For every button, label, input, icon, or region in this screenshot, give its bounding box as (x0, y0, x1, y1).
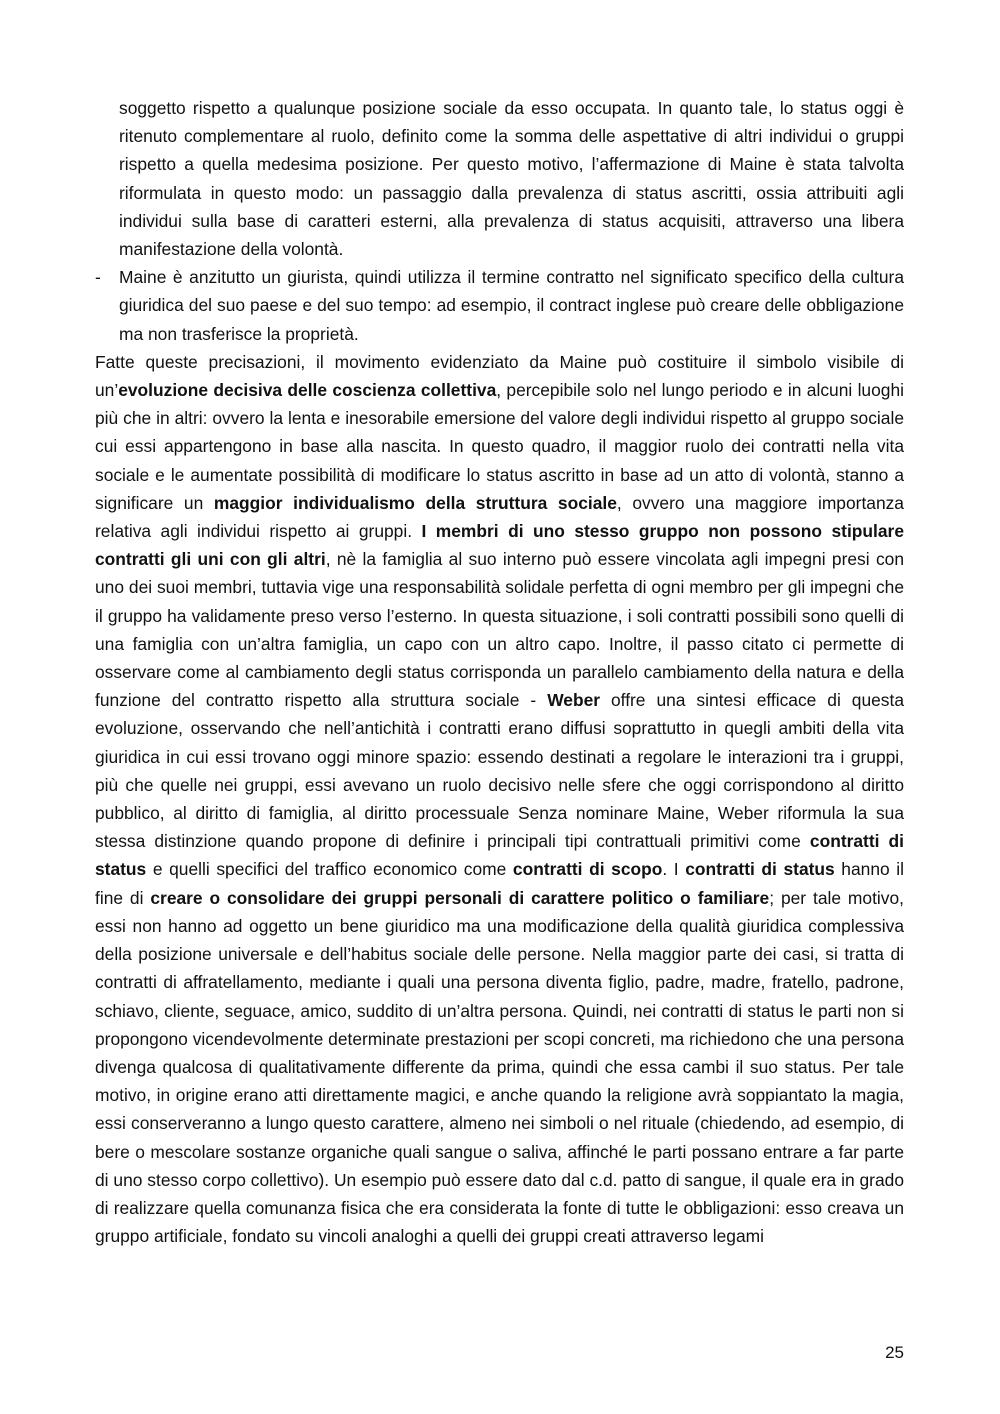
text-run: ; per tale motivo, essi non hanno ad oggetto un bene giuridico ma una modificazione della qualità giuridica complessiva della posizione universale e dell’habitus sociale delle persone. Nella maggior parte dei casi, si tratta di contratti di affratellamento, mediante i quali una persona diventa figlio, padre, madre, fratello, padrone, schiavo, cliente, seguace, amico, suddito di un’altra persona. Quindi, nei contratti di status le parti non si propongono vicendevolmente determinate prestazioni per scopi concreti, ma richiedono che una persona divenga qualcosa di qualitativamente differente da prima, quindi che essa cambi il suo status. Per tale motivo, in origine erano atti direttamente magici, e anche quando la religione avrà soppiantato la magia, essi conserveranno a lungo questo carattere, almeno nei simboli o nel rituale (chiedendo, ad esempio, di bere o mescolare sostanze organiche quali sangue o saliva, affinché le parti possano entrare a far parte di uno stesso corpo collettivo). Un esempio può essere dato dal c.d. patto di sangue, il quale era in grado di realizzare quella comunanza fisica che era considerata la fonte di tutte le obbligazioni: esso creava un gruppo artificiale, fondato su vincoli analoghi a quelli dei gruppi creati attraverso legami (95, 887, 904, 1247)
text-run: hanno il fine di (95, 859, 904, 908)
page-number: 25 (885, 1343, 904, 1362)
text-run: offre una sintesi efficace di questa evoluzione, osservando che nell’antichità i contratti erano diffusi soprattutto in quegli ambiti della vita giuridica in cui essi trovano oggi minore spazio: essendo destinati a regolare le interazioni tra i gruppi, più che quelle nei gruppi, essi avevano un ruolo decisivo nelle sfere che oggi corrispondono al diritto pubblico, al diritto di famiglia, al diritto processuale Senza nominare Maine, Weber riformula la sua stessa distinzione quando propone di definire i principali tipi contrattuali primitivi come (95, 690, 904, 852)
bullet-dash: - (95, 267, 101, 288)
text-run: . I (662, 859, 686, 880)
bold-phrase: Weber (547, 690, 601, 711)
bold-phrase: contratti di status (685, 859, 835, 880)
bold-phrase: evoluzione decisiva delle coscienza collettiva (118, 380, 497, 401)
continued-list-item: soggetto rispetto a qualunque posizione sociale da esso occupata. In quanto tale, lo status oggi è ritenuto complementare al ruolo, definito come la somma delle aspettative di altri individui o gruppi rispetto a quella medesima posizione. Per questo motivo, l’affermazione di Maine è stata talvolta riformulata in questo modo: un passaggio dalla prevalenza di status ascritti, ossia attribuiti agli individui sulla base di caratteri esterni, alla prevalenza di status acquisiti, attraverso una libera manifestazione della volontà. (119, 98, 904, 260)
body-paragraph (95, 348, 904, 1251)
page-body (95, 94, 904, 1250)
bullet-item (95, 263, 904, 348)
bold-phrase: contratti di scopo (512, 859, 663, 880)
bold-phrase: creare o consolidare dei gruppi personali di carattere politico o familiare (150, 887, 770, 908)
text-run: Fatte queste precisazioni, il movimento evidenziato da Maine può costituire il simbolo visibile di un’ (95, 351, 904, 401)
bullet-text: Maine è anzitutto un giurista, quindi utilizza il termine contratto nel significato specifico della cultura giuridica del suo paese e del suo tempo: ad esempio, il contract inglese può creare delle obbligazione ma non trasferisce la proprietà. (119, 267, 904, 344)
bold-phrase: contratti di status (95, 831, 904, 880)
text-run: , ovvero una maggiore importanza relativa agli individui rispetto ai gruppi. (95, 492, 904, 542)
bold-phrase: I membri di uno stesso gruppo non possono stipulare contratti gli uni con gli altri (95, 521, 904, 570)
bold-phrase: maggior individualismo della struttura sociale (213, 492, 617, 513)
text-run: e quelli specifici del traffico economico come (146, 859, 513, 880)
text-run: , percepibile solo nel lungo periodo e in alcuni luoghi più che in altri: ovvero la lenta e inesorabile emersione del valore degli individui rispetto al gruppo sociale cui essi appartengono in base alla nascita. In questo quadro, il maggior ruolo dei contratti nella vita sociale e le aumentate possibilità di modificare lo status ascritto in base ad un atto di volontà, stanno a significare un (95, 380, 904, 513)
text-run: , nè la famiglia al suo interno può essere vincolata agli impegni presi con uno dei suoi membri, tuttavia vige una responsabilità solidale perfetta di ogni membro per gli impegni che il gruppo ha validamente preso verso l’esterno. In questa situazione, i soli contratti possibili sono quelli di una famiglia con un’altra famiglia, un capo con un altro capo. Inoltre, il passo citato ci permette di osservare come al cambiamento degli status corrisponda un parallelo cambiamento della natura e della funzione del contratto rispetto alla struttura sociale - (95, 549, 904, 711)
